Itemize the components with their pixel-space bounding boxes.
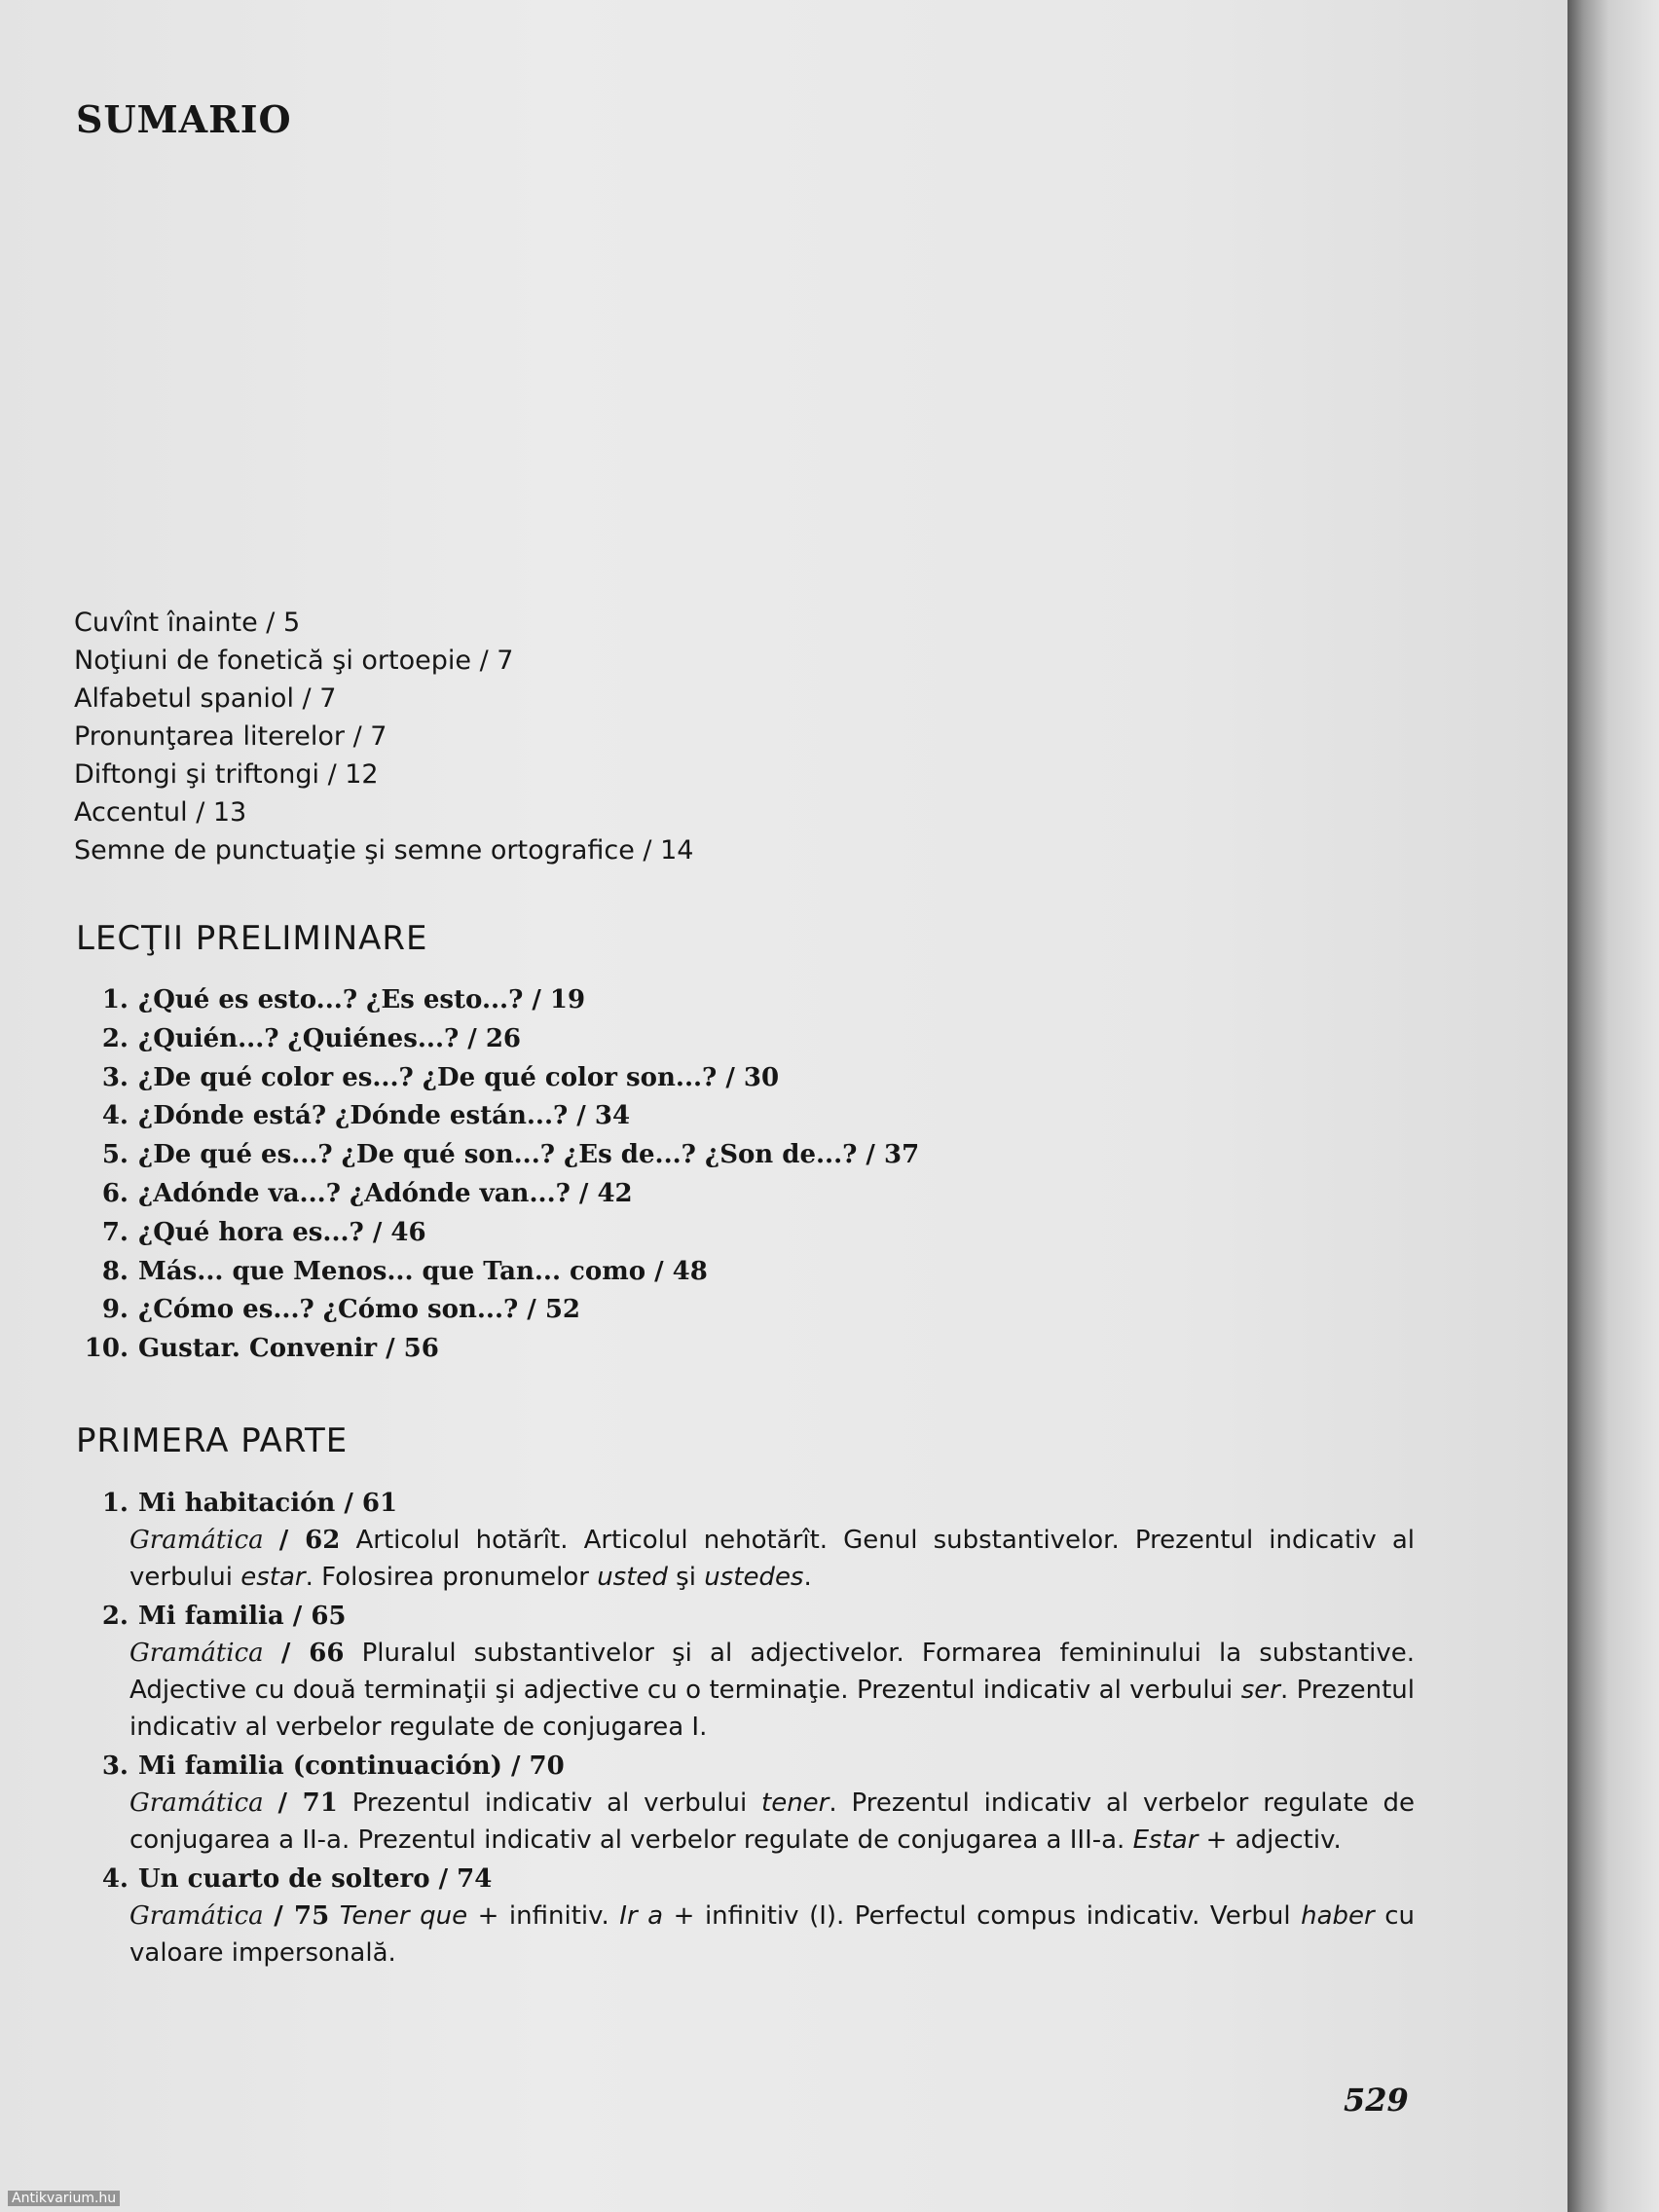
grammar-term: Tener que: [339, 1901, 468, 1931]
list-item: [76, 1136, 919, 1175]
section-heading-primera: PRIMERA PARTE: [76, 1421, 349, 1460]
lesson-entry: [76, 1485, 1416, 1596]
page-title: SUMARIO: [76, 97, 292, 141]
list-item: [76, 1214, 919, 1253]
grammar-page: / 75: [274, 1901, 330, 1931]
item-text: ¿Qué hora es...? / 46: [138, 1217, 426, 1247]
lesson-title-text: Mi habitación / 61: [138, 1489, 398, 1518]
lesson-entry: [76, 1598, 1416, 1746]
list-item: [76, 1253, 919, 1292]
grammar-term: Estar: [1132, 1825, 1198, 1855]
grammar-summary: [129, 1898, 1415, 1972]
prelim-lesson-list: [76, 981, 919, 1369]
lesson-entry: [76, 1748, 1415, 1859]
list-item: [76, 1330, 919, 1369]
item-number: 2.: [101, 1023, 129, 1053]
grammar-text: cu valoare impersonală.: [129, 1901, 1416, 1968]
toc-entry: Pronunţarea literelor / 7: [74, 721, 387, 752]
grammar-text: + infinitiv.: [467, 1901, 620, 1931]
lesson-title-text: Mi familia / 65: [138, 1602, 347, 1631]
lesson-title: [76, 1485, 1412, 1522]
grammar-label: Gramática: [129, 1639, 264, 1668]
item-text: ¿Cómo es...? ¿Cómo son...? / 52: [138, 1295, 581, 1325]
item-number: 3.: [101, 1062, 129, 1092]
grammar-text: + adjectiv.: [1198, 1825, 1342, 1855]
grammar-term: ser: [1240, 1676, 1280, 1705]
grammar-term: Ir a: [619, 1901, 664, 1931]
primera-lesson-list: [76, 1485, 1416, 1973]
item-number: 8.: [101, 1256, 129, 1286]
toc-entry: Semne de punctuaţie şi semne ortografice / 14: [74, 835, 694, 866]
item-number: 7.: [101, 1217, 129, 1247]
grammar-text: . Prezentul indicativ al verbelor regulate de conjugarea I.: [129, 1676, 1415, 1742]
grammar-page: / 71: [277, 1788, 338, 1818]
page-number: 529: [1344, 2082, 1409, 2119]
grammar-summary: [129, 1635, 1415, 1746]
grammar-text: .: [803, 1563, 812, 1592]
grammar-text: Articolul hotărît. Articolul nehotărît. Genul substantivelor. Prezentul indicativ al verbului: [129, 1526, 1416, 1592]
lesson-title: [76, 1598, 1412, 1635]
item-number: 10.: [84, 1334, 129, 1364]
grammar-page: / 66: [280, 1639, 345, 1668]
grammar-term: haber: [1301, 1901, 1375, 1931]
grammar-summary: [129, 1522, 1415, 1596]
toc-entry: Cuvînt înainte / 5: [74, 608, 301, 638]
lesson-title: [76, 1861, 1412, 1898]
item-number: 1.: [101, 985, 129, 1014]
toc-entry: Accentul / 13: [74, 797, 247, 828]
grammar-label: Gramática: [129, 1901, 264, 1931]
item-text: Gustar. Convenir / 56: [138, 1334, 439, 1364]
item-text: ¿Adónde va...? ¿Adónde van...? / 42: [138, 1178, 633, 1208]
grammar-term: usted: [597, 1563, 668, 1592]
grammar-text: . Folosirea pronumelor: [305, 1563, 598, 1592]
grammar-text: Pluralul substantivelor şi al adjectivelor. Formarea femininului la substantive. Adjective cu două terminaţii şi adjective cu o terminaţie. Prezentul indicativ al verbului: [129, 1639, 1416, 1705]
toc-entry: Alfabetul spaniol / 7: [74, 683, 337, 714]
list-item: [76, 981, 919, 1020]
front-matter-list: [74, 604, 693, 869]
list-item: [76, 1097, 919, 1136]
watermark: Antikvarium.hu: [8, 2191, 120, 2206]
grammar-term: tener: [761, 1788, 830, 1818]
lesson-title: [76, 1748, 1412, 1785]
toc-entry: Noţiuni de fonetică şi ortoepie / 7: [74, 645, 514, 676]
toc-entry: Diftongi şi triftongi / 12: [74, 759, 379, 790]
list-item: [76, 1291, 919, 1330]
list-item: [76, 1175, 919, 1214]
item-text: ¿Quién...? ¿Quiénes...? / 26: [138, 1023, 522, 1053]
item-text: ¿Qué es esto...? ¿Es esto...? / 19: [138, 985, 586, 1014]
grammar-term: ustedes: [704, 1563, 804, 1592]
lesson-title-text: Mi familia (continuación) / 70: [138, 1751, 565, 1781]
grammar-text: şi: [667, 1563, 705, 1592]
item-number: 3.: [101, 1751, 129, 1781]
grammar-text: Prezentul indicativ al verbului: [351, 1788, 762, 1818]
book-spine-edge: [1567, 0, 1659, 2212]
section-heading-prelim: LECŢII PRELIMINARE: [76, 919, 428, 958]
grammar-label: Gramática: [129, 1526, 264, 1555]
lesson-entry: [76, 1861, 1416, 1972]
item-number: 6.: [101, 1178, 129, 1208]
item-text: ¿Dónde está? ¿Dónde están...? / 34: [138, 1101, 631, 1131]
item-number: 5.: [101, 1140, 129, 1170]
grammar-text: . Prezentul indicativ al verbelor regulate de conjugarea a II-a. Prezentul indicativ al verbelor regulate de conjugarea a III-a.: [129, 1788, 1415, 1855]
grammar-text: + infinitiv (I). Perfectul compus indicativ. Verbul: [663, 1901, 1302, 1931]
item-number: 2.: [101, 1602, 129, 1631]
item-number: 1.: [101, 1489, 129, 1518]
grammar-label: Gramática: [129, 1788, 264, 1818]
item-text: ¿De qué color es...? ¿De qué color son...? / 30: [138, 1062, 780, 1092]
grammar-page: / 62: [278, 1526, 341, 1555]
list-item: [76, 1020, 919, 1059]
item-number: 4.: [101, 1864, 129, 1894]
grammar-term: estar: [240, 1563, 306, 1592]
item-number: 9.: [101, 1295, 129, 1325]
item-number: 4.: [101, 1101, 129, 1131]
item-text: Más... que Menos... que Tan... como / 48: [138, 1256, 708, 1286]
grammar-summary: [129, 1785, 1415, 1859]
list-item: [76, 1059, 919, 1098]
item-text: ¿De qué es...? ¿De qué son...? ¿Es de...? ¿Son de...? / 37: [138, 1140, 920, 1170]
lesson-title-text: Un cuarto de soltero / 74: [138, 1864, 493, 1894]
